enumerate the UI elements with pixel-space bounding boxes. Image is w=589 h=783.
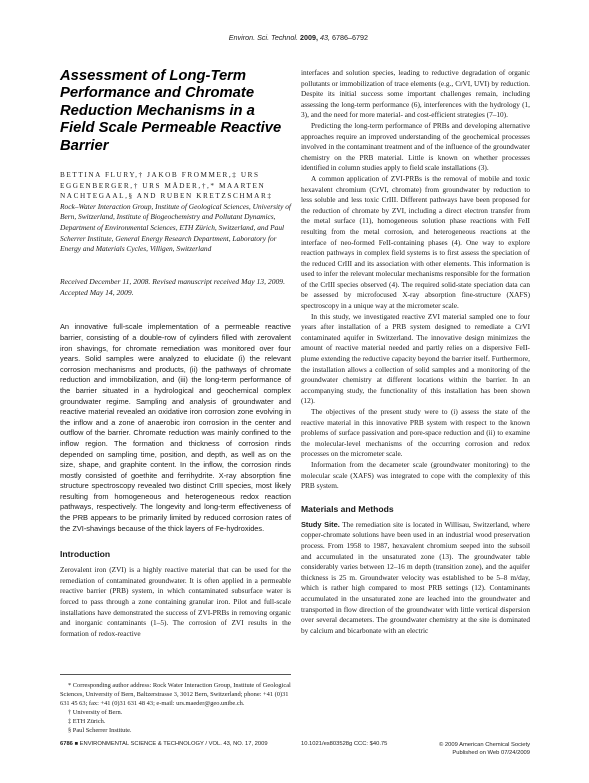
footer-right xyxy=(439,741,530,757)
intro-continuation: interfaces and solution species, leading to reductive degradation of organic pollutants or immobilization of trace elements (e.g., CrVI, UVI) by reduction. Despite its initial success some important challenges remain, including assessing the long-term performance (6), interferences with the hydrology (1, 3), and the need for more material- and cost-efficient strategies (7–10). xyxy=(301,68,530,120)
journal-year: 2009, xyxy=(300,33,319,42)
author-list: BETTINA FLURY,† JAKOB FROMMER,‡ URS EGGENBERGER,† URS MÄDER,†,* MAARTEN NACHTEGAAL,§ AND RUBEN KRETZSCHMAR‡ xyxy=(60,171,273,201)
footer-doi: 10.1021/es803528g CCC: $40.75 xyxy=(301,741,388,747)
abstract: An innovative full-scale implementation of a permeable reactive barrier, consisting of a double-row of cylinders filled with zerovalent iron shavings, for chromate remediation was monitored over four years. Solid samples were analyzed to elucidate (i) the relevant corrosion mechanisms and products, (ii) the pathways of chromate reduction and immobilization, and (iii) the long-term performance of the barrier situated in a hydrological and geochemical complex groundwater regime. Sampling and analysis of groundwater and reactive material revealed an oxidative iron corrosion zone evolving in the inflow and a zone of anaerobic iron corrosion in the center and outflow of the barrier. Chromate reduction was mainly confined to the inflow region. The formation and thickness of corrosion rinds depended on sampling time, position, and depth, as well as on the size, shape, and graphite content. In the inflow, the corrosion rinds mostly consisted of goethite and ferrihydrite. X-ray absorption fine structure spectroscopy revealed two distinct CrIII species, most likely resulting from homogeneous and heterogeneous redox reaction pathways, respectively. The longevity and long-term effectiveness of the PRB appears to be primarily limited by reduced corrosion rates of the ZVI-shavings because of the thick layers of Fe-hydroxides. xyxy=(60,322,291,533)
intro-paragraph-2: Predicting the long-term performance of PRBs and developing alternative approaches require an improved understanding of the geochemical processes involved in the contaminant treatment and of the influence of the groundwater chemistry on the PRB material. Little is known on whether processes identified in column studies apply to field scale installations (3). xyxy=(301,120,530,173)
intro-paragraph-5: The objectives of the present study were to (i) assess the state of the reactive material in this innovative PRB system with respect to the known problems of surface passivation and pore-space reduction and (ii) to examine the molecular-level mechanisms of the occurring corrosion and redox processes on the micrometer scale. xyxy=(301,407,530,459)
received-dates: Received December 11, 2008. Revised manuscript received May 13, 2009. Accepted May 14, 2009. xyxy=(60,276,285,297)
footer-journal: ■ ENVIRONMENTAL SCIENCE & TECHNOLOGY / VOL. 43, NO. 17, 2009 xyxy=(74,741,268,747)
introduction-heading: Introduction xyxy=(60,549,111,560)
study-site-paragraph xyxy=(301,520,530,637)
footnote-bern: † University of Bern. xyxy=(68,709,123,716)
right-column xyxy=(301,68,530,636)
copyright: © 2009 American Chemical Society xyxy=(439,742,530,748)
journal-volume: 43, xyxy=(320,33,331,42)
intro-paragraph-3: A common application of ZVI-PRBs is the removal of mobile and toxic hexavalent chromium (CrVI, chromate) from groundwater by reduction to less soluble and less toxic CrIII. Different pathways have been proposed for the reduction of chromate by ZVI, including a direct electron transfer from the metal surface (11), homogeneous solution phase reactions with FeII resulting from the metal corrosion, and heterogeneous reactions at the interface of neo-formed FeII-containing phases (4). One way to explore reaction pathways in complex field systems is to first assess the speciation of the reduced CrIII and its association with other elements. This information is used to infer the relevant molecular mechanisms responsible for the formation of the CrIII species observed (4). The required solid-state speciation data can be assessed by microfocused X-ray absorption fine-structure (XAFS) spectroscopy in a unique way at the micrometer scale. xyxy=(301,173,530,311)
footnotes xyxy=(60,674,291,735)
footer-left xyxy=(60,741,268,747)
intro-paragraph-4: In this study, we investigated reactive ZVI material sampled one to four years after installation of a PRB system designed to remediate a CrVI contaminated aquifer in Switzerland. The innovative design minimizes the amount of reactive material needed and partly relies on a dispersive FeII-plume extending the reductive capacity beyond the barrier itself. Furthermore, the installation allows a collection of solid samples and a monitoring of the groundwater chemistry at different locations within the barrier. In an accompanying study, the functionality of this installation has been shown (12). xyxy=(301,311,530,406)
left-column xyxy=(60,68,291,639)
footnote-psi: § Paul Scherrer Institute. xyxy=(68,727,132,734)
intro-paragraph-6: Information from the decameter scale (groundwater monitoring) to the molecular scale (XAFS) was integrated to cope with the complexity of this PRB system. xyxy=(301,459,530,491)
introduction-paragraph: Zerovalent iron (ZVI) is a highly reactive material that can be used for the remediation of contaminated groundwater. It is often applied in a permeable reactive barrier (PRB) system, in which contaminated subsurface water is forced to pass through a zone containing granular iron. Pilot and full-scale installations have demonstrated the success of ZVI-PRBs in removing organic and inorganic contaminants (1–5). The corrosion of ZVI results in the formation of redox-reactive xyxy=(60,565,291,638)
affiliation: Rock–Water Interaction Group, Institute of Geological Sciences, University of Bern, Switzerland, Institute of Biogeochemistry and Pollutant Dynamics, Department of Environmental Sciences, ETH Zürich, Switzerland, and Paul Scherrer Institute, General Energy Research Department, Laboratory for Energy and Materials Cycles, Villigen, Switzerland xyxy=(60,201,291,254)
footnote-eth: ‡ ETH Zürich. xyxy=(68,718,106,725)
journal-pages: 6786–6792 xyxy=(332,33,368,42)
page-number: 6786 xyxy=(60,741,73,747)
corresponding-author-note: * Corresponding author address: Rock Water Interaction Group, Institute of Geological Sciences, University of Bern, Baltzerstrasse 3, 3012 Bern, Switzerland; phone: +41 (0)31 631 45 63; fax: +41 (0)31 631 48 43; e-mail: urs.maeder@geo.unibe.ch. xyxy=(60,682,291,707)
journal-name: Environ. Sci. Technol. xyxy=(228,33,299,42)
study-site-label: Study Site. xyxy=(301,519,340,529)
article-title: Assessment of Long-Term Performance and Chromate Reduction Mechanisms in a Field Scale Permeable Reactive Barrier xyxy=(60,68,282,154)
running-header xyxy=(229,33,368,42)
study-site-text: The remediation site is located in Willisau, Switzerland, where copper-chromate solutions have been used in an industrial wood preservation process. From 1958 to 1987, hexavalent chromium seeped into the subsoil and accumulated in the unsaturated zone (13). The groundwater table considerably varies between 12–16 m depth (transition zone), and the aquifer thickness is 25 m. Groundwater velocity was established to be 5–8 m/day, which is rather high compared to most PRB settings (12). Contaminants accumulated in the unsaturated zone are leached into the groundwater and transported in flow direction of the groundwater with little vertical dispersion over several decameters. The groundwater chemistry at the site is dominated by calcium and bicarbonate with an electric xyxy=(301,519,530,635)
page-footer xyxy=(60,741,530,761)
methods-heading: Materials and Methods xyxy=(301,503,394,514)
published-date: Published on Web 07/24/2009 xyxy=(452,750,530,756)
